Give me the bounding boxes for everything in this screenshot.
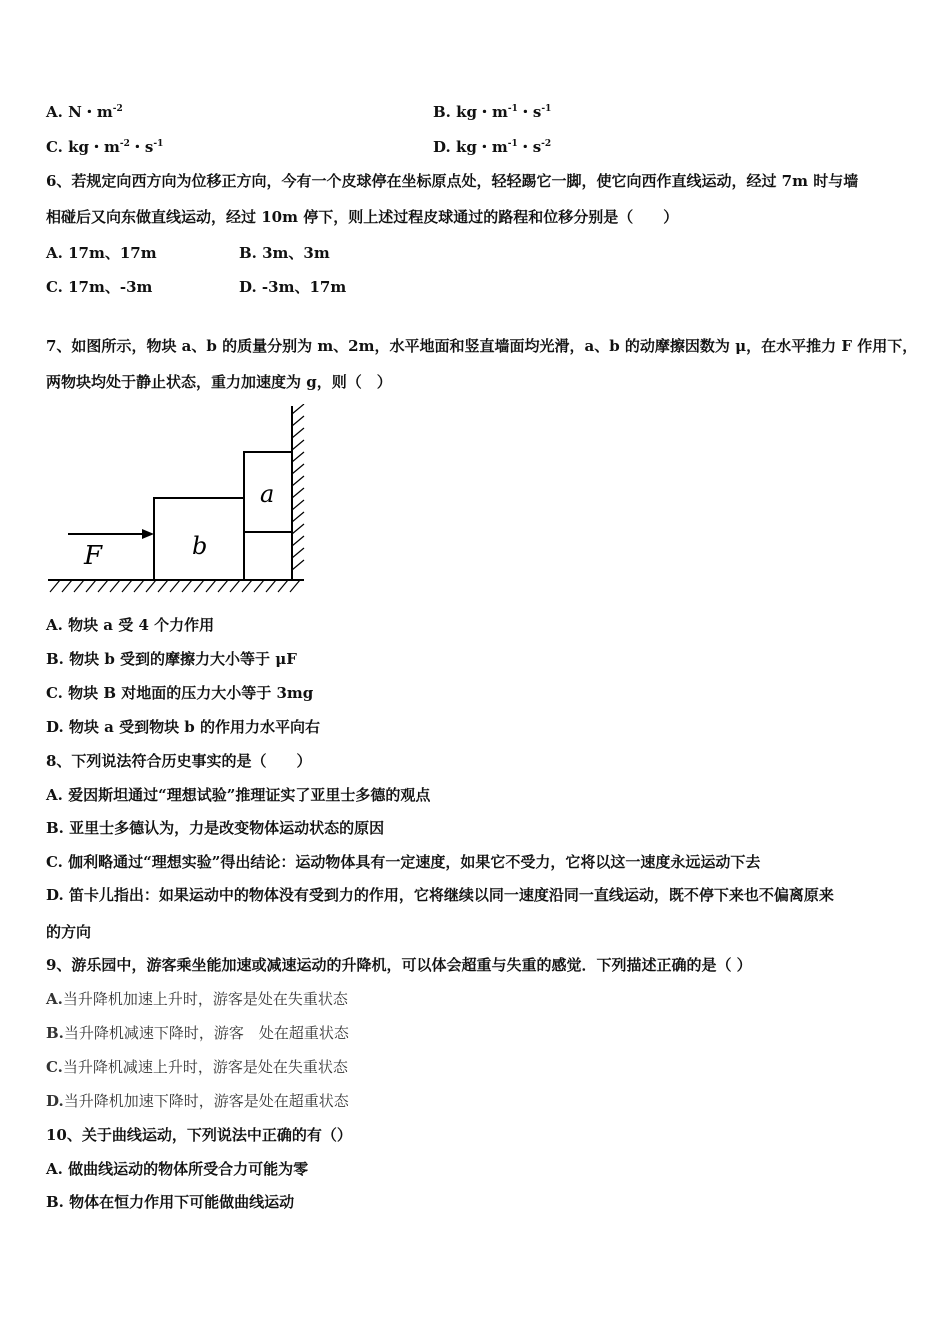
q9-stem: 9、游乐园中，游客乘坐能加速或减速运动的升降机，可以体会超重与失重的感觉．下列描述正确的是（ ） <box>46 956 752 974</box>
q6-option-c: C. 17m、-3m <box>46 278 153 296</box>
q5-option-a: A. N・$m^{-2}$ <box>46 103 123 121</box>
q7-stem-line-1: 7、如图所示，物块 a、b 的质量分别为 m、2m，水平地面和竖直墙面均光滑，a、b 的动摩擦因数为 μ，在水平推力 F 作用下， <box>46 337 918 355</box>
force-arrow-head <box>142 529 154 539</box>
q6-option-a: A. 17m、17m <box>46 244 157 262</box>
q5-option-b: B. kg・$m^{-1}$・$s^{-1}$ <box>433 103 552 121</box>
block-b-label: b <box>192 532 208 560</box>
q6-stem-line-1: 6、若规定向西方向为位移正方向，今有一个皮球停在坐标原点处，轻轻踢它一脚，使它向西作直线运动，经过 7m 时与墙 <box>46 172 859 190</box>
q6-stem-line-2: 相碰后又向东做直线运动，经过 10m 停下，则上述过程皮球通过的路程和位移分别是（ ） <box>46 208 679 226</box>
q7-option-c: C. 物块 B 对地面的压力大小等于 3mg <box>46 684 314 702</box>
q7-option-d: D. 物块 a 受到物块 b 的作用力水平向右 <box>46 718 321 736</box>
q10-option-a: A. 做曲线运动的物体所受合力可能为零 <box>46 1160 309 1178</box>
q7-option-b: B. 物块 b 受到的摩擦力大小等于 μF <box>46 650 297 668</box>
q8-option-d: D. 笛卡儿指出：如果运动中的物体没有受到力的作用，它将继续以同一速度沿同一直线运动，既不停下来也不偏离原来 <box>46 886 834 904</box>
q5-option-d: D. kg・$m^{-1}$・$s^{-2}$ <box>433 138 552 156</box>
force-f-label: F <box>84 541 103 571</box>
q8-stem: 8、下列说法符合历史事实的是（ ） <box>46 752 312 770</box>
q7-option-a: A. 物块 a 受 4 个力作用 <box>46 616 215 634</box>
q6-option-b: B. 3m、3m <box>239 244 330 262</box>
q10-stem: 10、关于曲线运动，下列说法中正确的有（） <box>46 1126 352 1144</box>
q5-option-c: C. kg・$m^{-2}$・$s^{-1}$ <box>46 138 164 156</box>
q7-figure-blocks-against-wall <box>46 404 308 600</box>
ground-hatching <box>50 580 300 592</box>
q9-option-c: C.当升降机减速上升时，游客是处在失重状态 <box>46 1058 348 1076</box>
q6-option-d: D. -3m、17m <box>239 278 347 296</box>
q10-option-b: B. 物体在恒力作用下可能做曲线运动 <box>46 1193 295 1211</box>
q9-option-b: B.当升降机减速下降时，游客 处在超重状态 <box>46 1024 349 1042</box>
q8-option-a: A. 爱因斯坦通过“理想试验”推理证实了亚里士多德的观点 <box>46 786 431 804</box>
q9-option-d: D.当升降机加速下降时，游客是处在超重状态 <box>46 1092 349 1110</box>
q8-option-c: C. 伽利略通过“理想实验”得出结论：运动物体具有一定速度，如果它不受力，它将以这一速度永远运动下去 <box>46 853 761 871</box>
q9-option-a: A.当升降机加速上升时，游客是处在失重状态 <box>46 990 348 1008</box>
block-a-label: a <box>260 480 275 508</box>
q7-stem-line-2: 两物块均处于静止状态，重力加速度为 g，则（ ） <box>46 373 392 391</box>
block-b-step <box>244 532 292 580</box>
wall-hatching <box>292 404 304 570</box>
q8-option-b: B. 亚里士多德认为，力是改变物体运动状态的原因 <box>46 819 385 837</box>
q8-option-d-continued: 的方向 <box>46 923 92 941</box>
